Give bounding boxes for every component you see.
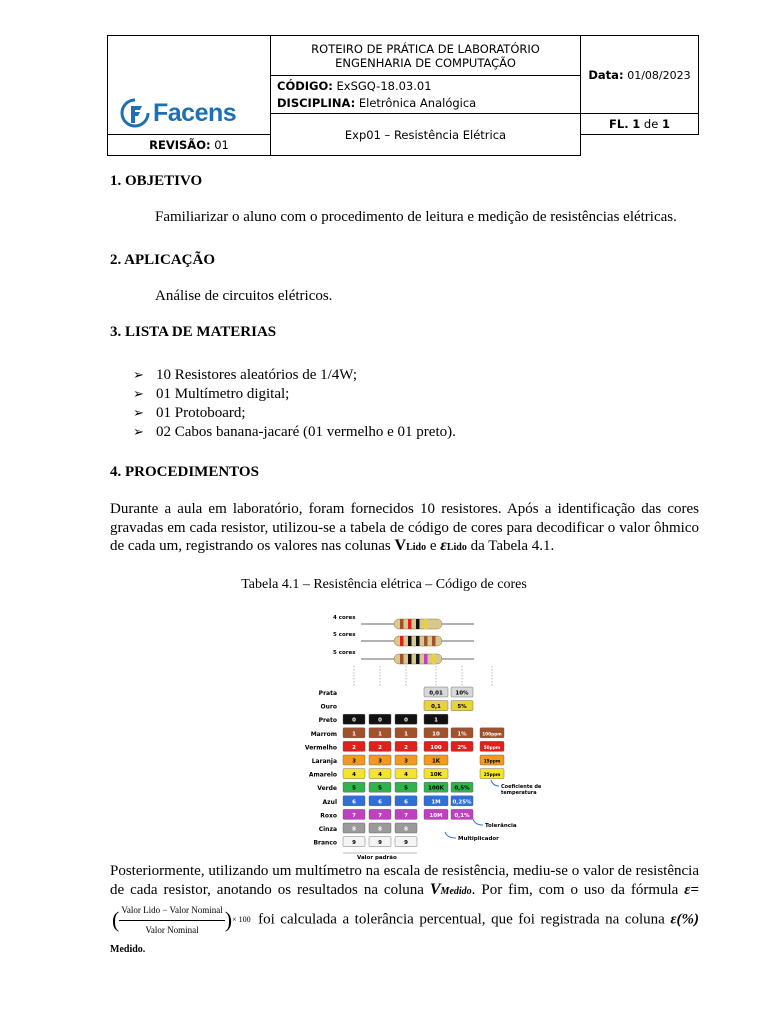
resistor-band <box>400 654 404 664</box>
color-name-label: Marrom <box>310 730 337 738</box>
facens-logo-icon <box>120 98 150 128</box>
color-cell-value: 2% <box>457 744 467 751</box>
resistor-band <box>432 654 436 664</box>
document-header <box>107 35 699 156</box>
valor-padrao-label: Valor padrão <box>357 855 397 861</box>
color-cell-value: 2 <box>352 744 356 751</box>
color-cell-value: 8 <box>404 826 408 833</box>
disciplina-label: DISCIPLINA: <box>277 96 356 110</box>
color-cell-value: 2 <box>378 744 382 751</box>
color-cell-value: 1 <box>404 731 408 738</box>
procedimentos-paragraph-1: Durante a aula em laboratório, foram fornecidos 10 resistores. Após a identificação das cores gravadas em cada resistor, utilizou-se a tabela de código de cores para decodificar o valor ôhmico de cada um, registrando os valores nas colunas VLido e εLido da Tabela 4.1. <box>110 501 699 554</box>
color-name-label: Cinza <box>318 826 337 833</box>
color-cell-value: 2 <box>404 744 408 751</box>
coef-label: Coeficiente de <box>501 784 542 790</box>
color-cell-value: 6 <box>352 799 356 806</box>
resistor-type-label: 5 cores <box>333 632 356 638</box>
color-cell-value: 1 <box>352 731 356 738</box>
lido-subscript-2: Lido <box>446 542 467 553</box>
disciplina-value: Eletrônica Analógica <box>358 96 477 110</box>
fl-de: de <box>643 117 659 131</box>
section-aplicacao-title: 2. APLICAÇÃO <box>110 252 216 268</box>
resistor-band <box>408 654 412 664</box>
color-cell-value: 4 <box>352 772 356 779</box>
formula-denominator: Valor Nominal <box>145 924 199 935</box>
color-cell-value: 4 <box>404 772 408 779</box>
resistor-band <box>416 654 420 664</box>
v-symbol: V <box>394 537 407 554</box>
list-item: ➢ 01 Protoboard; <box>133 404 456 423</box>
color-name-label: Amarelo <box>308 771 337 779</box>
aplicacao-text: Análise de circuitos elétricos. <box>155 288 333 304</box>
resistor-band <box>408 619 412 629</box>
color-name-label: Roxo <box>320 812 337 820</box>
objetivo-text: Familiarizar o aluno com o procedimento de leitura e medição de resistências elétricas. <box>155 209 677 225</box>
color-cell-value: 0 <box>378 717 382 724</box>
color-cell-value: 9 <box>378 840 382 847</box>
color-cell-value: 9 <box>404 840 408 847</box>
resistor-band <box>400 619 404 629</box>
color-cell-value: 0 <box>352 717 356 724</box>
color-cell-value: 1M <box>431 799 441 806</box>
color-cell-value: 7 <box>352 812 356 819</box>
revisao-label: REVISÃO: <box>149 138 211 152</box>
fl-page: 1 <box>632 117 641 131</box>
color-cell-value: 10K <box>430 772 442 779</box>
title-line1: ROTEIRO DE PRÁTICA DE LABORATÓRIO <box>311 41 540 56</box>
color-cell-value: 0,01 <box>429 690 443 697</box>
epsilon-symbol: ε <box>440 537 447 554</box>
revisao-value: 01 <box>214 138 229 152</box>
v-symbol-2: V <box>429 880 441 898</box>
color-cell-value: 0,1 <box>431 704 441 711</box>
section-objetivo-title: 1. OBJETIVO <box>110 173 203 189</box>
materials-list <box>133 366 456 442</box>
color-cell-value: 7 <box>378 812 382 819</box>
color-cell-value: 8 <box>352 826 356 833</box>
epsilon-equation: ε= <box>684 881 699 898</box>
experiment-title: Exp01 – Resistência Elétrica <box>344 127 507 142</box>
list-item: ➢ 01 Multímetro digital; <box>133 385 456 404</box>
list-item: ➢ 10 Resistores aleatórios de 1/4W; <box>133 366 456 385</box>
color-name-label: Verde <box>317 785 337 793</box>
medido-subscript: Medido <box>440 885 472 897</box>
color-cell-value: 10% <box>455 690 469 697</box>
fl-total: 1 <box>661 117 670 131</box>
experiment-cell <box>271 114 581 156</box>
color-cell-value: 5 <box>404 785 408 792</box>
color-cell-value: 3 <box>378 758 382 765</box>
tolerance-formula: ( Valor Lido − Valor Nominal Valor Nominal ) × 100 <box>112 901 251 939</box>
section-materiais-title: 3. LISTA DE MATERIAS <box>110 324 277 340</box>
color-cell-value: 0 <box>404 717 408 724</box>
color-name-label: Vermelho <box>304 744 337 752</box>
color-cell-value: 0,25% <box>452 799 472 806</box>
color-cell-value: 10 <box>432 731 440 738</box>
formula-times-100: × 100 <box>232 914 251 924</box>
color-name-label: Ouro <box>320 703 337 711</box>
resistor-band <box>416 636 420 646</box>
color-cell-value: 1 <box>378 731 382 738</box>
tolerancia-label: Tolerância <box>485 823 517 829</box>
logo-cell <box>108 36 271 135</box>
color-cell-value: 100ppm <box>482 732 502 738</box>
lido-subscript: Lido <box>406 542 427 553</box>
color-cell-value: 10M <box>429 812 443 819</box>
codigo-label: CÓDIGO: <box>277 79 333 93</box>
color-cell-value: 5% <box>457 704 467 711</box>
color-cell-value: 25ppm <box>483 773 501 779</box>
color-cell-value: 8 <box>378 826 382 833</box>
color-cell-value: 0,1% <box>454 812 470 819</box>
resistor-band <box>408 636 412 646</box>
color-cell-value: 3 <box>404 758 408 765</box>
facens-logo-text: Facens <box>153 98 237 127</box>
color-cell-value: 4 <box>378 772 382 779</box>
title-line2: ENGENHARIA DE COMPUTAÇÃO <box>335 55 516 70</box>
medido-subscript-2: Medido. <box>110 944 146 955</box>
facens-logo <box>120 98 236 128</box>
fl-label: FL. <box>609 117 629 131</box>
section-procedimentos-title: 4. PROCEDIMENTOS <box>110 464 259 480</box>
procedimentos-paragraph-2: Posteriormente, utilizando um multímetro na escala de resistência, mediu-se o valor de resistência de cada resistor, anotando os resultados na coluna VMedido. Por fim, com o uso da fórmula ε= ( Valor Lido − Valor Nominal Valor Nominal ) × 100 foi calculada a tolerância percentual, que foi registrada na coluna ε(%) Medido. <box>110 863 699 955</box>
date-label: Data: <box>588 67 624 82</box>
color-name-label: Azul <box>322 798 337 806</box>
color-cell-value: 1K <box>431 758 441 765</box>
color-name-label: Preto <box>318 717 337 725</box>
table-caption: Tabela 4.1 – Resistência elétrica – Código de cores <box>241 577 527 592</box>
color-cell-value: 50ppm <box>483 745 501 751</box>
color-cell-value: 6 <box>404 799 408 806</box>
multiplicador-label: Multiplicador <box>458 836 499 842</box>
title-cell <box>271 36 581 76</box>
revision-cell <box>108 135 271 156</box>
code-cell <box>271 76 581 114</box>
color-cell-value: 0,5% <box>454 785 470 792</box>
color-cell-value: 100 <box>430 744 442 751</box>
color-cell-value: 6 <box>378 799 382 806</box>
resistor-band <box>424 636 428 646</box>
resistor-band <box>424 619 428 629</box>
resistor-band <box>424 654 428 664</box>
codigo-value: ExSGQ-18.03.01 <box>336 79 432 93</box>
color-name-label: Prata <box>318 690 337 697</box>
color-cell-value: 7 <box>404 812 408 819</box>
list-item: ➢ 02 Cabos banana-jacaré (01 vermelho e 01 preto). <box>133 423 456 442</box>
color-cell-value: 9 <box>352 840 356 847</box>
color-cell-value: 15ppm <box>483 759 501 765</box>
resistor-type-label: 4 cores <box>333 615 356 621</box>
coef-label: temperatura <box>501 790 537 796</box>
date-cell <box>581 36 699 114</box>
resistor-band <box>416 619 420 629</box>
color-name-label: Branco <box>313 839 337 847</box>
resistor-type-label: 5 cores <box>333 650 356 656</box>
date-value: 01/08/2023 <box>627 68 691 82</box>
page-cell <box>581 114 699 135</box>
color-cell-value: 5 <box>378 785 382 792</box>
color-cell-value: 5 <box>352 785 356 792</box>
resistor-color-code-figure <box>299 610 552 862</box>
color-cell-value: 100K <box>428 785 444 792</box>
resistor-band <box>400 636 404 646</box>
resistor-band <box>432 636 436 646</box>
color-cell-value: 1% <box>457 731 467 738</box>
epsilon-percent: ε(%) <box>670 911 699 928</box>
color-name-label: Laranja <box>311 758 337 765</box>
formula-numerator: Valor Lido − Valor Nominal <box>119 901 224 921</box>
color-cell-value: 1 <box>434 717 438 724</box>
color-cell-value: 3 <box>352 758 356 765</box>
